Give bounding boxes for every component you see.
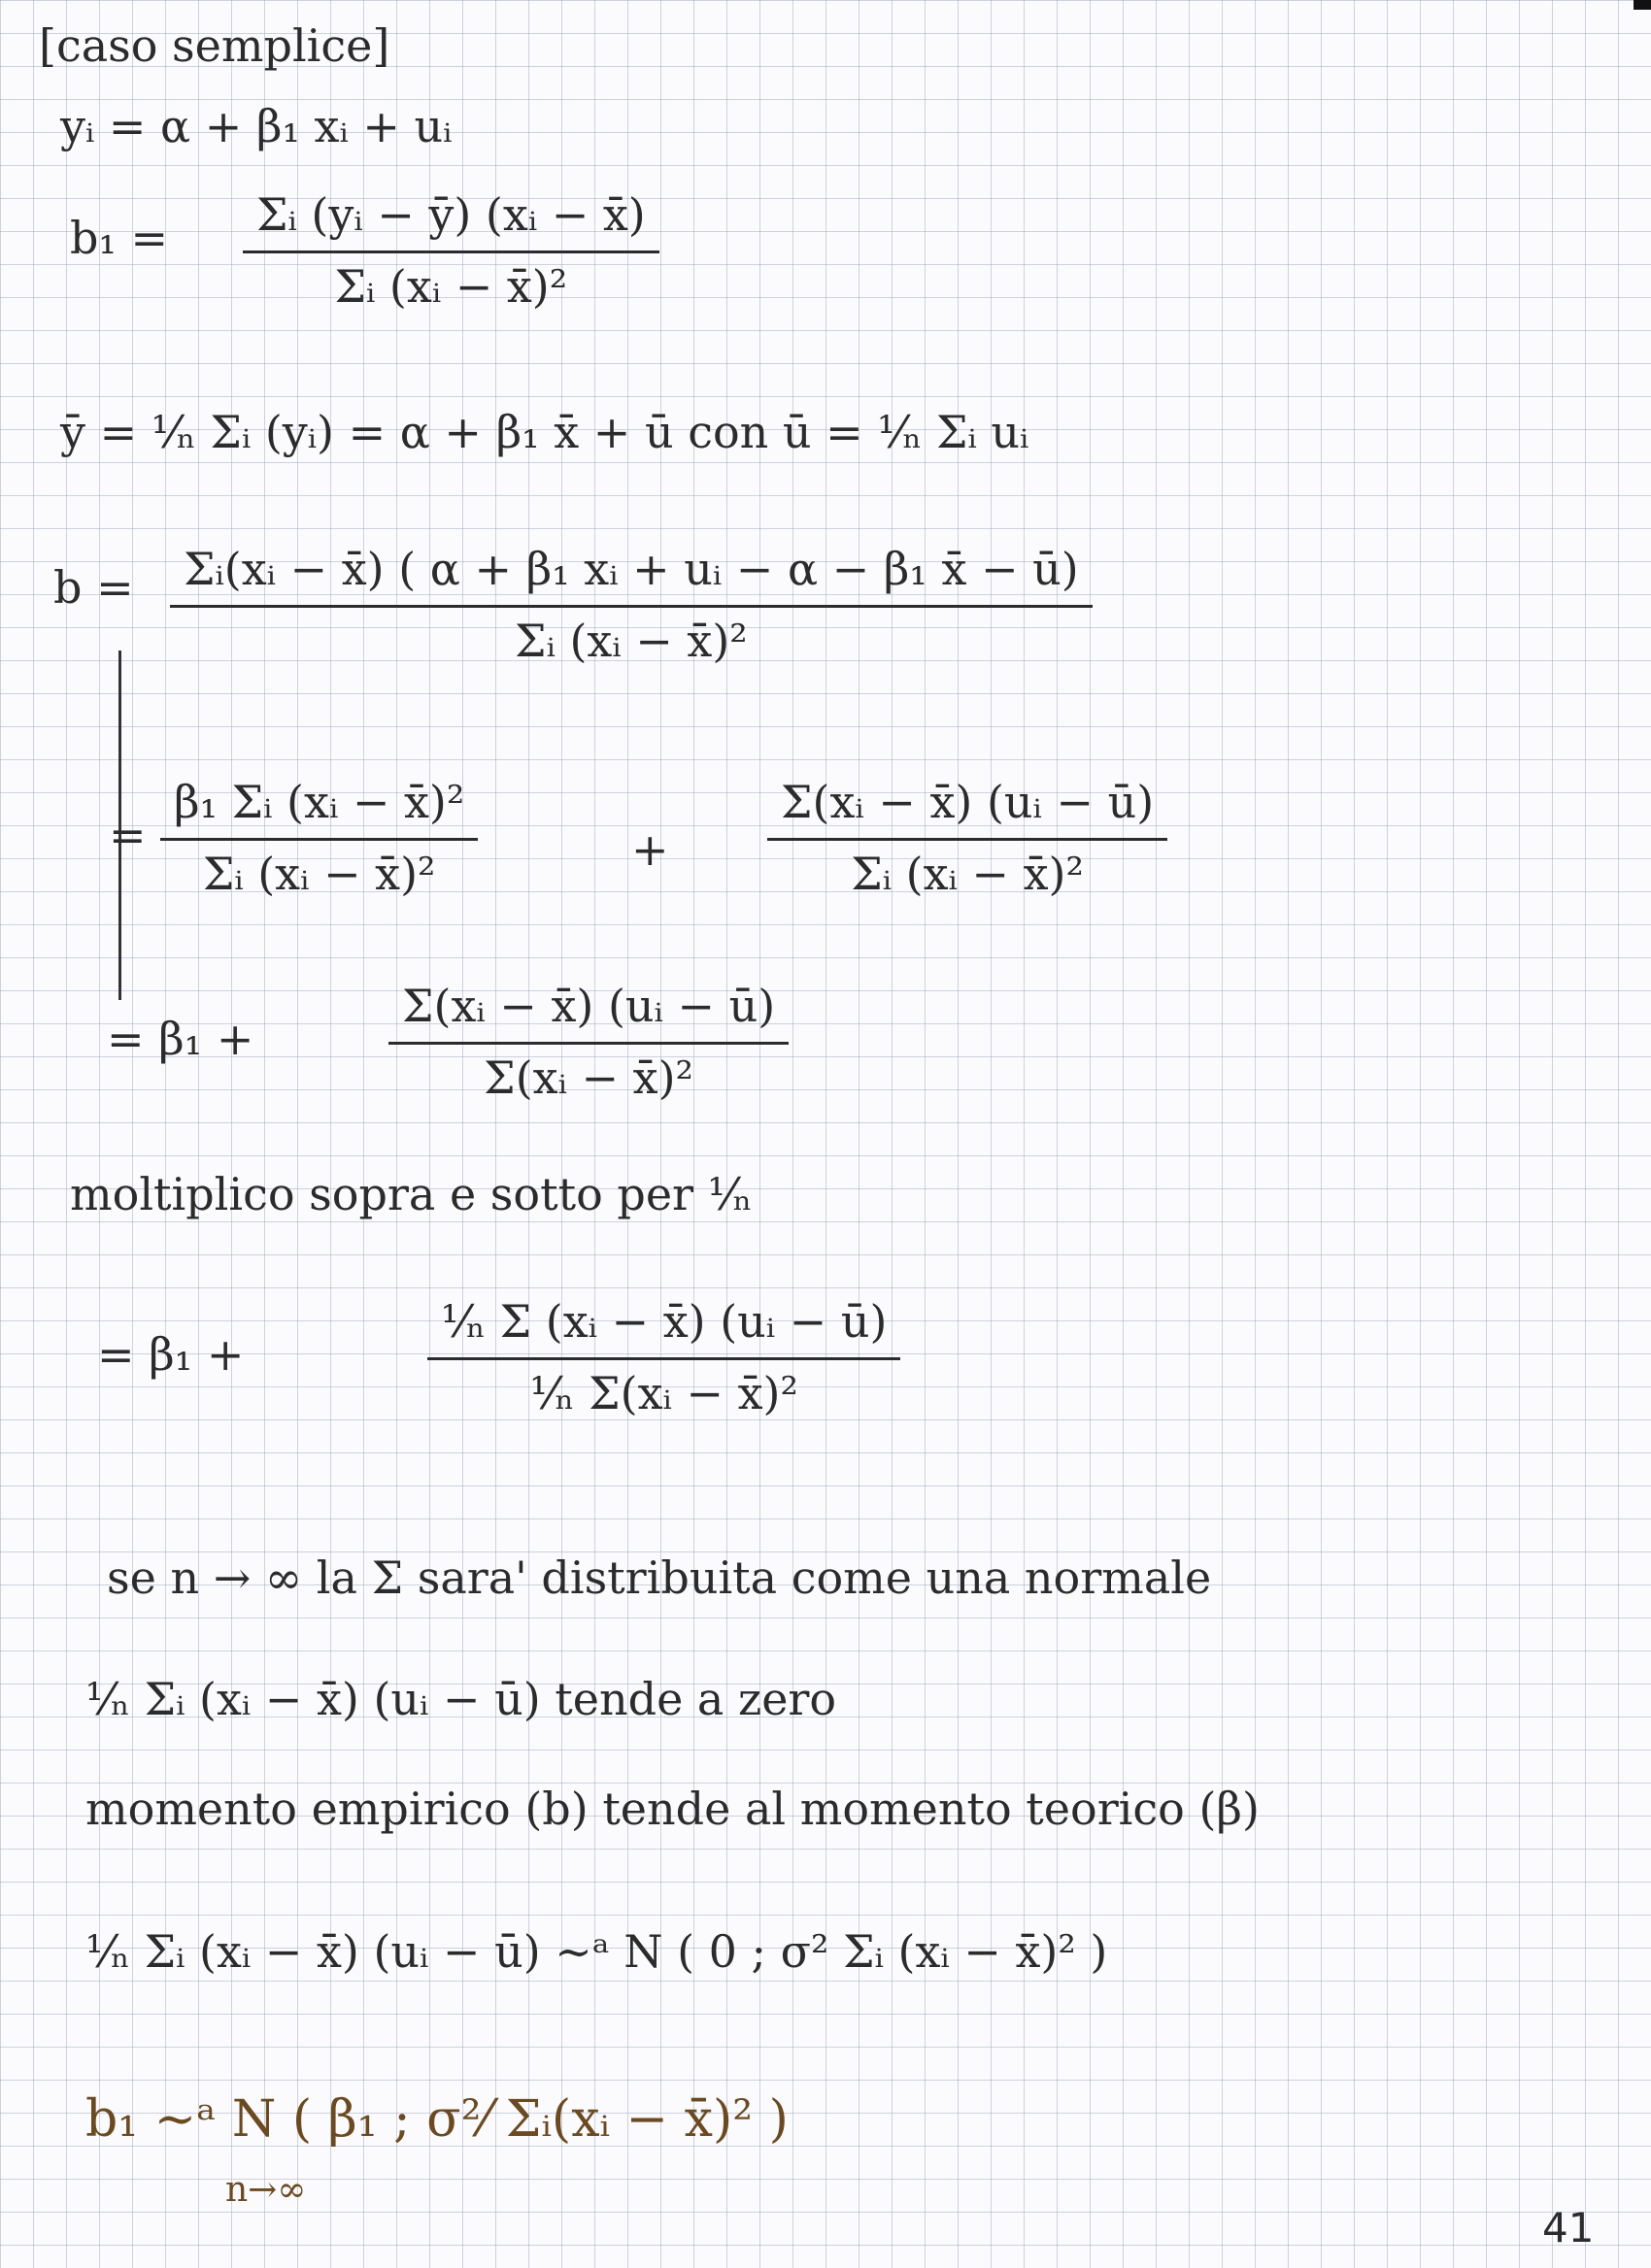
split-b-denominator: Σᵢ (xᵢ − x̄)² — [851, 847, 1084, 900]
split-b-numerator: Σ(xᵢ − x̄) (uᵢ − ū) — [781, 776, 1155, 828]
split-a-denominator: Σᵢ (xᵢ − x̄)² — [202, 847, 436, 900]
b1-asymptotic-distribution: b₁ ∼ᵃ N ( β₁ ; σ²⁄ Σᵢ(xᵢ − x̄)² ) — [85, 2090, 789, 2149]
limit-note: se n → ∞ la Σ sara' distribuita come una normale — [107, 1551, 1212, 1604]
limit-subscript: n→∞ — [225, 2170, 307, 2210]
scaled-numerator: ¹⁄ₙ Σ (xᵢ − x̄) (uᵢ − ū) — [441, 1295, 888, 1348]
model-equation: yᵢ = α + β₁ xᵢ + uᵢ — [60, 100, 453, 152]
split-a-numerator: β₁ Σᵢ (xᵢ − x̄)² — [174, 776, 465, 828]
split-fraction-b — [767, 777, 1167, 900]
asymptotic-distribution-line: ¹⁄ₙ Σᵢ (xᵢ − x̄) (uᵢ − ū) ∼ᵃ N ( 0 ; σ² Σᵢ (xᵢ − x̄)² ) — [85, 1925, 1108, 1978]
b-substitution-fraction — [170, 544, 1093, 667]
equals-sign: = — [109, 809, 147, 861]
b1-denominator: Σᵢ (xᵢ − x̄)² — [334, 259, 568, 313]
moment-line: momento empirico (b) tende al momento teorico (β) — [85, 1783, 1260, 1835]
beta-error-denominator: Σ(xᵢ − x̄)² — [484, 1051, 693, 1104]
b-beta-lhs: = β₁ + — [107, 1013, 254, 1065]
plus-sign: + — [631, 823, 669, 876]
beta-error-numerator: Σ(xᵢ − x̄) (uᵢ − ū) — [402, 980, 776, 1032]
b1-lhs: b₁ = — [70, 212, 169, 264]
b-lhs: b = — [53, 561, 134, 614]
split-fraction-a — [160, 777, 478, 900]
beta-error-fraction — [388, 981, 789, 1104]
b-sub-denominator: Σᵢ (xᵢ − x̄)² — [515, 614, 748, 667]
mean-y-equation: ȳ = ¹⁄ₙ Σᵢ (yᵢ) = α + β₁ x̄ + ū con ū = ¹⁄ₙ Σᵢ uᵢ — [60, 406, 1029, 458]
b1-numerator: Σᵢ (yᵢ − ȳ) (xᵢ − x̄) — [256, 188, 646, 241]
tends-zero-line: ¹⁄ₙ Σᵢ (xᵢ − x̄) (uᵢ − ū) tende a zero — [85, 1673, 837, 1725]
scaled-fraction — [427, 1296, 900, 1419]
multiply-note: moltiplico sopra e sotto per ¹⁄ₙ — [70, 1168, 753, 1220]
page-number: 41 — [1542, 2204, 1595, 2251]
scaled-lhs: = β₁ + — [97, 1328, 245, 1381]
b1-fraction — [243, 189, 659, 313]
page-corner — [1634, 0, 1651, 10]
b-sub-numerator: Σᵢ(xᵢ − x̄) ( α + β₁ xᵢ + uᵢ − α − β₁ x̄ − ū) — [184, 543, 1079, 595]
scaled-denominator: ¹⁄ₙ Σ(xᵢ − x̄)² — [529, 1366, 798, 1419]
section-title: [caso semplice] — [39, 19, 390, 72]
